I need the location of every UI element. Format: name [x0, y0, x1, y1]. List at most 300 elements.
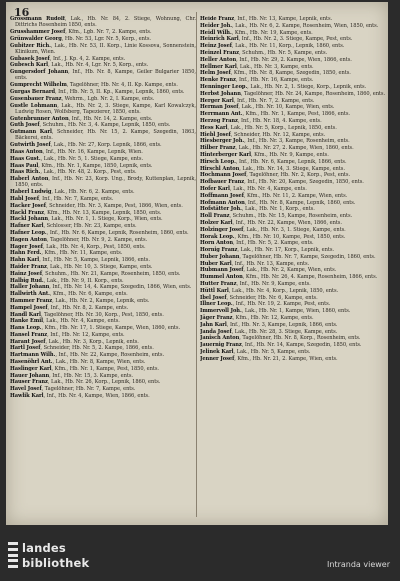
directory-entry: Hahn Karl, Inf., Hb. Nr. 5, Kampe, Lepnik, 1866, ents.: [10, 257, 150, 264]
entry-details: Inf., Hb. Nr. 6, Kampe, Lepnik, 1866, ents.: [238, 158, 347, 165]
directory-entry: Hans Leop., Kfm., Hb. Nr. 17, 1. Stiege, Kampe, Wien, 1860, ents.: [10, 325, 181, 332]
entry-name: Grünwalder Georg: [10, 35, 62, 42]
directory-entry: Henke Franz, Inf., Hb. Nr. 16, Kampe, ents.: [200, 77, 314, 84]
entry-name: Habl Josef: [10, 195, 39, 202]
entry-name: Jelinek Karl: [200, 349, 234, 356]
entry-name: Jäger Franz: [200, 315, 233, 322]
entry-name: Hochmann Josef: [200, 172, 247, 179]
entry-name: Horak Leop.: [200, 233, 235, 240]
entry-details: Inf., Hb. Nr. 16, Kampe, ents.: [239, 77, 314, 84]
viewer-footer: [0, 527, 400, 581]
directory-entry: Grossmann Rudolf, Lak., Hb. Nr. 84, 2. Stiege, Wohnung, Chr. Dittrichs Rosenheim 1850, ents.: [10, 16, 196, 29]
entry-name: Heinzel Franz: [200, 49, 239, 56]
entry-name: Haas Rich.: [10, 169, 41, 176]
entry-details: Lak., Hb. Nr. 5, Korp., Lepnik, 1850, ents.: [230, 124, 337, 131]
entry-name: Henke Franz: [200, 77, 236, 84]
logo-text-line2: bibliothek: [22, 556, 90, 570]
entry-details: Lak., Hb. Nr. 27, 2. Kampe, Wien, 1860, ents.: [238, 145, 354, 152]
entry-name: Illner Leop.: [200, 301, 233, 308]
column-divider: [196, 12, 197, 517]
directory-entry: Gurgas Bernard, Inf., Hb. Nr. 5, II. Kp., Kampe, Lepnik, 1860, ents.: [10, 88, 185, 95]
directory-entry: Hornig Franz, Lak., Hb. Nr. 17, Korp., Lepnik, ents.: [200, 247, 334, 254]
directory-entry: Haslinger Karl, Kfm., Hb. Nr. 1, Kampe, Pest, 1850, ents.: [10, 365, 160, 372]
directory-entry: Hofmann Anton, Inf., Hb. Nr. 8, Kampe, Lepnik, 1860, ents.: [200, 199, 356, 206]
directory-entry: Holzer Karl, Inf., Hb. Nr. 22, Kampe, Wien, 1866, ents.: [200, 219, 342, 226]
entry-name: Hagen Anton: [10, 236, 47, 243]
directory-entry: Horak Leop., Kfm., Hb. Nr. 10, Kampe, Pest, 1850, ents.: [200, 233, 346, 240]
entry-details: Inf., Hb. Nr. 22, Kampe, Wien, 1866, ents.: [235, 219, 342, 226]
entry-name: Hüttl Karl: [200, 287, 229, 294]
directory-entry: Gutenbrunner Anton, Inf., Hb. Nr. 14, 2. Kampe, ents.: [10, 115, 153, 122]
entry-name: Hawlik Karl: [10, 393, 44, 400]
entry-name: Hallwirth Ant.: [10, 291, 50, 298]
entry-details: Schneider, Hb. Nr. 12, Kampe, ents.: [233, 131, 326, 138]
entry-details: Kfm., Hb. Nr. 11, Kampe, ents.: [44, 250, 123, 257]
entry-name: Heller Anton: [200, 56, 237, 63]
directory-entry: Hallwirth Ant., Kfm., Hb. Nr. 6, Kampe, ents.: [10, 291, 128, 298]
entry-details: Wehrm., Lgb. Nr. 2, I. Kampe, ents.: [64, 95, 155, 102]
directory-entry: Gutwirth Josef, Lak., Hb. Nr. 27, Korp. Lepnik, 1866, ents.: [10, 142, 162, 149]
entry-name: Horn Anton: [200, 240, 233, 247]
directory-entry: Herrmann Ant., Kfm., Hb. Nr. 1, Kampe, Pest, 1866, ents.: [200, 111, 350, 118]
directory-entry: Haas Anton, Inf., Hb. Nr. 16, Kampe, Lepnik, Wien.: [10, 148, 143, 155]
library-logo[interactable]: [8, 539, 128, 573]
directory-entry: Haller Johann, Inf., Hb. Nr. 14, 4. Kampe, Szegedin, 1866, Wien, ents.: [10, 284, 192, 291]
entry-details: Inf., Hb. Nr. 8, Kampe, Lepnik, 1860, ents.: [247, 199, 356, 206]
directory-entry: Hafner Leop., Inf., Hb. Nr. 6, Kampe, Lepnik, Rosenheim, 1860, ents.: [10, 229, 189, 236]
directory-entry: Hammer Franz, Lak., Hb. Nr. 2, Kampe, Lepnik, ents.: [10, 297, 150, 304]
directory-entry: Hirschl Anton, Lak., Hb. Nr. 14, 3. Stiege, Kampe, ents.: [200, 165, 345, 172]
entry-details: Lak., Hb. Nr. 4, Kampe, ents.: [46, 318, 120, 325]
entry-details: Inf., Hb. Nr. 7, 2. Kampe, ents.: [236, 97, 315, 104]
entry-name: Hornig Franz: [200, 247, 238, 254]
entry-name: Jahn Karl: [200, 321, 227, 328]
entry-name: Hansel Franz: [10, 331, 48, 338]
directory-entry: Hartmann Wilh., Inf., Hb. Nr. 22, Kampe, Rosenheim, ents.: [10, 352, 165, 359]
entry-name: Grossmann Rudolf: [10, 16, 65, 22]
page-number: 16: [14, 6, 30, 19]
entry-name: Haas Paul: [10, 162, 39, 169]
directory-entry: Gubitzer Rich., Lak., Hb. Nr. 53, II. Korp., Linie Kossova, Sonnenstein, Klinikum, Wien.: [10, 42, 196, 55]
entry-details: Lak., Hb. Nr. 6, 2. Kampe, ents.: [54, 189, 135, 196]
entry-name: Hauer Johann: [10, 372, 50, 379]
entry-name: Hellmer Karl: [200, 63, 237, 70]
entry-name: Haas Anton: [10, 148, 43, 155]
directory-entry: Hirsch Leop., Inf., Hb. Nr. 6, Kampe, Lepnik, 1866, ents.: [200, 158, 347, 165]
entry-name: Gubasek Josef: [10, 55, 50, 62]
entry-name: Hirschl Anton: [200, 165, 240, 172]
document-page: [6, 2, 388, 525]
entry-name: Hager Josef: [10, 243, 43, 250]
entry-details: Tagelöhner, Hb. Nr. 2, Korp., Pest, ents.: [249, 172, 351, 179]
entry-name: Heidl Wilh.: [200, 29, 232, 36]
entry-details: Inf., Hb. Nr. 14, 4. Kampe, Szegedin, 1866, Wien, ents.: [52, 284, 192, 291]
entry-details: Lak., Hb. Nr. 27, Korp. Lepnik, 1866, ents.: [53, 142, 162, 149]
directory-entry: Harant Josef, Lak., Hb. Nr. 3, Korp., Lepnik, ents.: [10, 338, 139, 345]
entry-name: Herrmann Ant.: [200, 111, 243, 118]
entry-name: Gustle Lohmann: [10, 102, 58, 109]
entry-details: Lak., Hb. Nr. 2, 3. Stiege, Kampe, Karl Kowalczyk, Ludwig Rosen, Wolfsberg, Tapezierer, 1850, ents.: [15, 102, 196, 115]
entry-name: Hackl Johann: [10, 216, 49, 223]
logo-bars-icon: [8, 542, 18, 568]
entry-details: Inf., Hb. Nr. 5, 2. Kampe, ents.: [236, 240, 314, 247]
entry-name: Hammer Franz: [10, 297, 53, 304]
directory-entry: Hager Josef, Lak., Hb. Nr. 4, Korp., Pest, 1850, ents.: [10, 243, 146, 250]
entry-name: Herman Josef: [200, 104, 239, 111]
entry-name: Harant Josef: [10, 338, 46, 345]
directory-entry: Heinzel Franz, Schuhm., Hb. Nr. 5, Kampe, ents.: [200, 49, 328, 56]
entry-name: Heinz Josef: [200, 43, 232, 50]
entry-details: Tagelöhner, Hb. Nr. 4, II. Kp. Kampe, ents.: [69, 82, 178, 89]
logo-text-line1: landes: [22, 541, 66, 555]
entry-name: Jauernig Franz: [200, 342, 242, 349]
entry-details: Lak., Hb. Nr. 5, 1. Stiege, Kampe, ents.: [43, 155, 144, 162]
entry-details: Schneider, Hb. Nr. 5, 2. Kampe, 1866, ents.: [43, 345, 154, 352]
directory-entry: Heller Anton, Inf., Hb. Nr. 29, 2. Kampe, Wien, 1866, ents.: [200, 56, 352, 63]
entry-details: Lak., Hb. Nr. 5, Kampe, ents.: [236, 349, 311, 356]
directory-entry: Holzinger Josef, Lak., Hb. Nr. 3, 1. Stiege, Kampe, ents.: [200, 226, 346, 233]
entry-name: Havel Josef: [10, 386, 42, 393]
directory-entry: Havel Josef, Tagelöhner, Hb. Nr. 7, Kampe, ents.: [10, 386, 136, 393]
entry-name: Hacker Josef: [10, 202, 46, 209]
directory-entry: Jahn Karl, Inf., Hb. Nr. 3, Kampe, Lepnik, 1866, ents.: [200, 321, 338, 328]
entry-name: Hartl Josef: [10, 345, 41, 352]
entry-details: Kfm., Hb. Nr. 8, Kampe, Szegedin, 1850, ents.: [233, 70, 351, 77]
entry-details: Lak., Hb. Nr. 53, II. Korp., Linie Kossova, Sonnenstein, Klinikum, Wien.: [15, 42, 196, 55]
directory-entry: Hubmann Josef, Lak., Hb. Nr. 2, Kampe, Wien, ents.: [200, 267, 337, 274]
entry-name: Immervoll Joh.: [200, 308, 242, 315]
entry-details: Inf., Hb. Nr. 14, 2. Kampe, ents.: [71, 115, 153, 122]
directory-entry: Herbst Johann, Tagelöhner, Hb. Nr. 24, Kampe, Rosenheim, 1860, ents.: [200, 90, 386, 97]
entry-details: Lak., Hb. Nr. 84, 2. Stiege, Wohnung, Chr. Dittrichs Rosenheim 1850, ents.: [15, 16, 196, 29]
directory-entry: Jäger Franz, Kfm., Hb. Nr. 12, Kampe, ents.: [200, 315, 314, 322]
entry-name: Hahn Karl: [10, 257, 40, 264]
directory-entry: Hess Karl, Lak., Hb. Nr. 5, Korp., Lepnik, 1850, ents.: [200, 124, 337, 131]
entry-name: Hafner Leop.: [10, 229, 47, 236]
entry-name: Hofmann Anton: [200, 199, 245, 206]
entry-name: Janisch Anton: [200, 335, 240, 342]
entry-details: Lak., Hb. Nr. 4, Korp., Lepnik, 1850, ents.: [231, 287, 339, 294]
entry-name: Holzinger Josef: [200, 226, 244, 233]
entry-details: Tagelöhner, Hb. Nr. 9, 2. Kampe, ents.: [50, 236, 148, 243]
entry-details: Inf., Hb. Nr. 6, Kampe, Lepnik, Rosenheim, 1860, ents.: [49, 229, 189, 236]
entry-details: Inf., Hb. Nr. 29, 2. Kampe, Wien, 1866, ents.: [239, 56, 352, 63]
directory-entry: Hackl Johann, Lak., Hb. Nr. 1, 1. Stiege, Korp., Wien, ents.: [10, 216, 163, 223]
directory-entry: Hofbauer Franz, Inf., Hb. Nr. 20, Kampe, Szegedin, 1850, ents.: [200, 179, 364, 186]
entry-details: Lak., Hb. Nr. 1, Kampe, Wien, 1860, ents.: [244, 308, 351, 315]
entry-name: Heider Joh.: [200, 22, 232, 29]
entry-details: Lak., Hb. Nr. 11, Korp., Lepnik, 1860, ents.: [235, 43, 345, 50]
entry-details: Kfm., Hb. Nr. 6, Kampe, ents.: [53, 291, 128, 298]
entry-details: Kfm., Hb. Nr. 26, 4. Kampe, Rosenheim, 1866, ents.: [245, 274, 378, 281]
left-column: [10, 16, 196, 516]
entry-details: Inf., Hb. Nr. 4, Kampe, Wien, 1866, ents.: [46, 393, 150, 400]
entry-name: Hartmann Wilh.: [10, 352, 56, 359]
entry-name: Gutenbrunner Anton: [10, 115, 69, 122]
entry-details: Tagelöhner, Hb. Nr. 30, Korp., Pest, 1850, ents.: [44, 311, 164, 318]
directory-entry: Herzog Franz, Inf., Hb. Nr. 18, 4. Kampe, ents.: [200, 117, 322, 124]
entry-details: Inf., J. Kp. 4, 2. Kampe, ents.: [52, 55, 126, 62]
right-column: [200, 16, 386, 516]
directory-entry: Heinrich Karl, Inf., Hb. Nr. 2, 3. Stiege, Kampe, Pest, ents.: [200, 36, 353, 43]
directory-entry: Hampel Josef, Inf., Hb. Nr. 8, 2. Kampe, ents.: [10, 304, 129, 311]
directory-entry: Grünwalder Georg, Hb. Nr. 53, Lgr. Nr. 5, Kerp., ents.: [10, 35, 151, 42]
directory-entry: Heide Franz, Inf., Hb. Nr. 13, Kampe, Lepnik, ents.: [200, 16, 333, 22]
entry-details: Kfm., Hb. Nr. 1, Kampe, 1850, Lepnik, ents.: [41, 162, 153, 169]
entry-details: Kfm., Hb. Nr. 17, 1. Stiege, Kampe, Wien, 1860, ents.: [44, 325, 181, 332]
entry-details: Lak., Hb. Nr. 9, II. Korp., ents.: [46, 277, 124, 284]
directory-entry: Ibel Josef, Schneider, Hb. Nr. 6, Kampe, ents.: [200, 294, 318, 301]
directory-entry: Hainz Josef, Schuhm., Hb. Nr. 21, Kampe, Rosenheim, 1850, ents.: [10, 270, 181, 277]
directory-entry: Jauernig Franz, Inf., Hb. Nr. 14, Kampe, Szegedin, 1850, ents.: [200, 342, 362, 349]
entry-name: Haas Gust.: [10, 155, 41, 162]
entry-name: Gurgas Bernard: [10, 88, 56, 95]
entry-name: Henninger Leop.: [200, 83, 248, 90]
entry-details: Schlosser, Hb. Nr. 23, Kampe, ents.: [46, 223, 137, 230]
entry-details: Kfm., Hb. Nr. 19, Kampe, ents.: [234, 29, 313, 36]
entry-name: Gutwirth Josef: [10, 142, 51, 149]
entry-details: Lak., Hb. Nr. 4, Kampe, ents.: [233, 185, 307, 192]
entry-name: Gubitzer Rich.: [10, 42, 51, 49]
directory-entry: Hawlik Karl, Inf., Hb. Nr. 4, Kampe, Wien, 1866, ents.: [10, 393, 150, 400]
entry-details: Inf., Hb. Nr. 3, Kampe, Rosenheim, ents.: [247, 138, 350, 145]
directory-entry: Jenner Josef, Kfm., Hb. Nr. 21, 2. Kampe, Wien, ents.: [200, 355, 338, 362]
entry-name: Hilber Franz: [200, 145, 236, 152]
entry-details: Tagelöhner, Hb. Nr. 7, Kampe, ents.: [44, 386, 136, 393]
directory-entry: Hafner Karl, Schlosser, Hb. Nr. 23, Kampe, ents.: [10, 223, 137, 230]
entry-details: Lak., Hb. Nr. 3, Kampe, ents.: [239, 63, 314, 70]
directory-entry: Hagen Anton, Tagelöhner, Hb. Nr. 9, 2. Kampe, ents.: [10, 236, 148, 243]
entry-details: Lak., Hb. Nr. 3, 1. Stiege, Kampe, ents.: [246, 226, 346, 233]
entry-details: Tagelöhner, Hb. Nr. 8, Korp., Rosenheim, ents.: [242, 335, 361, 342]
directory-entry: Holl Franz, Schuhm., Hb. Nr. 15, Kampe, Rosenheim, ents.: [200, 213, 353, 220]
entry-name: Herger Karl: [200, 97, 234, 104]
directory-entry: Hoffmann Josef, Kfm., Hb. Nr. 11, 2. Kampe, Wien, ents.: [200, 192, 348, 199]
directory-entry: Haas Gust., Lak., Hb. Nr. 5, 1. Stiege, Kampe, ents.: [10, 155, 144, 162]
directory-entry: Halbig Rud., Lak., Hb. Nr. 9, II. Korp., ents.: [10, 277, 124, 284]
directory-entry: Gungersdorf Johann, Inf., Hb. Nr. 8, Kampe, Geiler Bulgarier 1850, ents.: [10, 69, 196, 82]
entry-details: Inf., Hb. Nr. 13, Kampe, Lepnik, ents.: [237, 16, 333, 22]
entry-details: Lak., Hb. Nr. 1, 1. Stiege, Korp., Wien, ents.: [51, 216, 163, 223]
entry-details: Inf., Hb. Nr. 13, Kampe, ents.: [234, 260, 310, 267]
directory-entry: Jelinek Karl, Lak., Hb. Nr. 5, Kampe, ents.: [200, 349, 311, 356]
entry-details: Lak., Hb. Nr. 17, Korp., Lepnik, ents.: [240, 247, 334, 254]
entry-details: Schneider, Hb. Nr. 15, 2. Kampe, Szegedin, 1863, Bäckerei, ents.: [15, 129, 196, 142]
directory-entry: Hasenöhrl Ant., Lak., Hb. Nr. 8, Kampe, Wien, ents.: [10, 359, 146, 366]
directory-entry: Janda Josef, Lak., Hb. Nr. 28, 3. Stiege, Kampe, ents.: [200, 328, 338, 335]
entry-name: Gungersdorf Johann: [10, 69, 69, 76]
entry-details: Lak., Hb. Nr. 28, 3. Stiege, Kampe, ents.: [234, 328, 338, 335]
entry-details: Kfm., Hb. Nr. 11, 2. Kampe, Wien, ents.: [247, 192, 348, 199]
entry-name: Haberl Anton: [10, 176, 49, 183]
directory-entry: Henninger Leop., Lak., Hb. Nr. 2, 1. Stiege, Korp., Lepnik, ents.: [200, 83, 367, 90]
directory-entry: Gustle Lohmann, Lak., Hb. Nr. 2, 3. Stiege, Kampe, Karl Kowalczyk, Ludwig Rosen, Wolfsberg, Tapezierer, 1850, ents.: [10, 102, 196, 115]
entry-name: Gusenbauer Franz: [10, 95, 62, 102]
entry-details: Inf., Hb. Nr. 8, 2. Kampe, ents.: [50, 304, 129, 311]
entry-details: Inf., Hb. Nr. 9, Kampe, ents.: [239, 281, 311, 288]
entry-details: Inf., Hb. Nr. 23, Korp. Ung., Brody, Kuttenplan, Lepnik, 1850, ents.: [15, 176, 196, 189]
entry-details: Lak., Hb. Nr. 26, Korp., Lepnik, 1860, ents.: [51, 379, 161, 386]
entry-details: Schuhm., Hb. Nr. 15, Kampe, Rosenheim, ents.: [232, 213, 353, 220]
entry-name: Hutter Franz: [200, 281, 237, 288]
entry-details: Inf., Hb. Nr. 22, Kampe, Rosenheim, ents.: [58, 352, 165, 359]
entry-details: Kfm., Hb. Nr. 12, Kampe, ents.: [235, 315, 314, 322]
entry-details: Schneider, Hb. Nr. 3, Kampe, Pest, 1866, Wien, ents.: [49, 202, 183, 209]
entry-name: Holzer Karl: [200, 219, 233, 226]
directory-entry: Haberl Ludwig, Lak., Hb. Nr. 6, 2. Kampe, ents.: [10, 189, 135, 196]
entry-name: Haberl Ludwig: [10, 189, 52, 196]
entry-name: Ibel Josef: [200, 294, 227, 301]
directory-entry: Hutter Franz, Inf., Hb. Nr. 9, Kampe, ents.: [200, 281, 311, 288]
entry-details: Schuhm., Hb. Nr. 21, Kampe, Rosenheim, 1850, ents.: [45, 270, 181, 277]
entry-details: Kfm., Hb. Nr. 10, Kampe, Pest, 1850, ents.: [237, 233, 346, 240]
entry-name: Hauser Franz: [10, 379, 48, 386]
directory-entry: Hofer Karl, Lak., Hb. Nr. 4, Kampe, ents.: [200, 185, 307, 192]
entry-details: Lak., Hb. Nr. 6, 2. Kampe, Rosenheim, Wien, 1850, ents.: [235, 22, 379, 29]
directory-entry: Heider Joh., Lak., Hb. Nr. 6, 2. Kampe, Rosenheim, Wien, 1850, ents.: [200, 22, 379, 29]
entry-name: Hummel Anton: [200, 274, 243, 281]
entry-name: Halbig Rud.: [10, 277, 44, 284]
entry-details: Lak., Hb. Nr. 10, 3. Stiege, Kampe, ents.: [49, 263, 153, 270]
entry-name: Hans Leop.: [10, 325, 42, 332]
entry-details: Kfm., Hb. Nr. 13, Kampe, Lepnik, 1850, ents.: [47, 209, 162, 216]
directory-entry: Immervoll Joh., Lak., Hb. Nr. 1, Kampe, Wien, 1860, ents.: [200, 308, 351, 315]
entry-details: Kfm., Lgb. Nr. 7, 2. Kampe, ents.: [68, 29, 152, 35]
directory-entry: Hochmann Josef, Tagelöhner, Hb. Nr. 2, Korp., Pest, ents.: [200, 172, 351, 179]
entry-name: Huber Johann: [200, 253, 240, 260]
entry-details: Inf., Hb. Nr. 18, 4. Kampe, ents.: [241, 117, 322, 124]
entry-details: Lak., Hb. Nr. 1, Korp., ents.: [245, 206, 315, 213]
entry-details: Lak., Hb. Nr. 2, Kampe, Wien, ents.: [246, 267, 337, 274]
entry-name: Holl Franz: [200, 213, 230, 220]
entry-details: Inf., Hb. Nr. 3, Kampe, Lepnik, 1866, ents.: [229, 321, 338, 328]
entry-details: Inf., Hb. Nr. 19, 2. Kampe, Pest, ents.: [235, 301, 331, 308]
entry-details: Inf., Hb. Nr. 5, II. Kp., Kampe, Lepnik, 1860, ents.: [58, 88, 185, 95]
entry-name: Hofer Karl: [200, 185, 230, 192]
directory-entry: Hacker Josef, Schneider, Hb. Nr. 3, Kampe, Pest, 1866, Wien, ents.: [10, 202, 183, 209]
entry-name: Hackl Franz: [10, 209, 45, 216]
entry-details: Lak., Hb. Nr. 14, 3. Stiege, Kampe, ents.: [242, 165, 345, 172]
directory-entry: Illner Leop., Inf., Hb. Nr. 19, 2. Kampe, Pest, ents.: [200, 301, 331, 308]
entry-name: Haider Franz: [10, 263, 47, 270]
directory-entry: Haider Franz, Lak., Hb. Nr. 10, 3. Stiege, Kampe, ents.: [10, 263, 153, 270]
entry-name: Hainz Josef: [10, 270, 42, 277]
entry-details: Lak., Hb. Nr. 10, Kampe, Wien, ents.: [241, 104, 335, 111]
viewer-label[interactable]: Intranda viewer: [327, 560, 390, 569]
entry-details: Lak., Hb. Nr. 2, 1. Stiege, Korp., Lepnik, ents.: [250, 83, 367, 90]
directory-entry: Haberl Anton, Inf., Hb. Nr. 23, Korp. Ung., Brody, Kuttenplan, Lepnik, 1850, ents.: [10, 176, 196, 189]
directory-entry: Hummel Anton, Kfm., Hb. Nr. 26, 4. Kampe, Rosenheim, 1866, ents.: [200, 274, 378, 281]
entry-details: Tagelöhner, Hb. Nr. 24, Kampe, Rosenheim, 1860, ents.: [244, 90, 386, 97]
directory-entry: Hiebl Josef, Schneider, Hb. Nr. 12, Kampe, ents.: [200, 131, 326, 138]
entry-details: Lak., Hb. Nr. 48, 2. Korp., Pest, ents.: [43, 169, 137, 176]
directory-entry: Janisch Anton, Tagelöhner, Hb. Nr. 8, Korp., Rosenheim, ents.: [200, 335, 361, 342]
entry-name: Hoffmann Josef: [200, 192, 244, 199]
directory-entry: Hofstätter Joh., Lak., Hb. Nr. 1, Korp., ents.: [200, 206, 315, 213]
directory-entry: Herman Josef, Lak., Hb. Nr. 10, Kampe, Wien, ents.: [200, 104, 335, 111]
entry-name: Helm Josef: [200, 70, 231, 77]
entry-name: Grusshammer Josef: [10, 29, 66, 35]
entry-name: Hasenöhrl Ant.: [10, 359, 53, 366]
directory-entry: Hilber Franz, Lak., Hb. Nr. 27, 2. Kampe, Wien, 1860, ents.: [200, 145, 354, 152]
directory-entry: Hahn Ferd., Kfm., Hb. Nr. 11, Kampe, ents.: [10, 250, 123, 257]
entry-name: Guth Josef: [10, 122, 40, 129]
entry-name: Hahn Ferd.: [10, 250, 42, 257]
entry-details: Inf., Hb. Nr. 14, Kampe, Szegedin, 1850, ents.: [244, 342, 362, 349]
entry-details: Kfm., Hb. Nr. 1, Kampe, Pest, 1866, ents.: [245, 111, 350, 118]
directory-entry: Hartl Josef, Schneider, Hb. Nr. 5, 2. Kampe, 1866, ents.: [10, 345, 154, 352]
entry-name: Hafner Karl: [10, 223, 44, 230]
entry-details: Kfm., Hb. Nr. 21, 2. Kampe, Wien, ents.: [237, 355, 338, 362]
entry-details: Inf., Hb. Nr. 2, 3. Stiege, Kampe, Pest, ents.: [241, 36, 353, 43]
entry-name: Janda Josef: [200, 328, 232, 335]
entry-name: Hiebl Josef: [200, 131, 231, 138]
directory-entry: Herger Karl, Inf., Hb. Nr. 7, 2. Kampe, ents.: [200, 97, 315, 104]
directory-entry: Handl Karl, Tagelöhner, Hb. Nr. 30, Korp., Pest, 1850, ents.: [10, 311, 164, 318]
directory-entry: Grusshammer Josef, Kfm., Lgb. Nr. 7, 2. Kampe, ents.: [10, 29, 152, 35]
directory-entry: Haas Rich., Lak., Hb. Nr. 48, 2. Korp., Pest, ents.: [10, 169, 137, 176]
entry-name: Heinrich Karl: [200, 36, 239, 43]
entry-details: Inf., Hb. Nr. 5, Kampe, Lepnik, 1866, ents.: [42, 257, 150, 264]
entry-name: Haslinger Karl: [10, 365, 52, 372]
entry-details: Inf., Hb. Nr. 20, Kampe, Szegedin, 1850, ents.: [247, 179, 364, 186]
directory-entry: Hauer Johann, Inf., Hb. Nr. 15, 3. Kampe, ents.: [10, 372, 133, 379]
directory-entry: Hiesberger Joh., Inf., Hb. Nr. 3, Kampe, Rosenheim, ents.: [200, 138, 350, 145]
directory-entry: Huber Karl, Inf., Hb. Nr. 13, Kampe, ents.: [200, 260, 310, 267]
entry-name: Handl Karl: [10, 311, 41, 318]
directory-entry: Guth Josef, Schuhm., Hb. Nr. 3, 4. Kampe, Lepnik, 1850, ents.: [10, 122, 171, 129]
directory-entry: Heidl Wilh., Kfm., Hb. Nr. 19, Kampe, ents.: [200, 29, 313, 36]
entry-name: Haller Johann: [10, 284, 50, 291]
entry-name: Hirsch Leop.: [200, 158, 236, 165]
directory-entry: Gubasek Josef, Inf., J. Kp. 4, 2. Kampe, ents.: [10, 55, 126, 62]
directory-entry: Hellmer Karl, Lak., Hb. Nr. 3, Kampe, ents.: [200, 63, 314, 70]
entry-name: Hess Karl: [200, 124, 228, 131]
entry-details: Inf., Hb. Nr. 15, 3. Kampe, ents.: [52, 372, 133, 379]
entry-name: Heide Franz: [200, 16, 235, 22]
directory-entry: Gutmann Karl, Schneider, Hb. Nr. 15, 2. Kampe, Szegedin, 1863, Bäckerei, ents.: [10, 129, 196, 142]
entry-details: Schuhm., Hb. Nr. 3, 4. Kampe, Lepnik, 1850, ents.: [42, 122, 171, 129]
entry-details: Inf., Hb. Nr. 8, Kampe, Geiler Bulgarier 1850, ents.: [15, 69, 196, 82]
directory-entry: Huber Johann, Tagelöhner, Hb. Nr. 7, Kampe, Szegedin, 1860, ents.: [200, 253, 376, 260]
entry-details: Lak., Hb. Nr. 2, Kampe, Lepnik, ents.: [55, 297, 150, 304]
directory-entry: Haas Paul, Kfm., Hb. Nr. 1, Kampe, 1850, Lepnik, ents.: [10, 162, 153, 169]
directory-entry: Heinz Josef, Lak., Hb. Nr. 11, Korp., Lepnik, 1860, ents.: [200, 43, 345, 50]
entry-name: Jenner Josef: [200, 355, 235, 362]
entry-details: Tagelöhner, Hb. Nr. 7, Kampe, Szegedin, 1860, ents.: [242, 253, 376, 260]
entry-details: Inf., Hb. Nr. 7, Kampe, ents.: [42, 195, 114, 202]
entry-details: Kfm., Hb. Nr. 9, Kampe, ents.: [254, 151, 329, 158]
entry-details: Lak., Hb. Nr. 4, Lgr. Nr. 5, Korp., ents.: [51, 62, 149, 69]
entry-details: Inf., Hb. Nr. 12, Kampe, ents.: [50, 331, 125, 338]
directory-entry: Hauser Franz, Lak., Hb. Nr. 26, Korp., Lepnik, 1860, ents.: [10, 379, 161, 386]
entry-details: Inf., Hb. Nr. 16, Kampe, Lepnik, Wien.: [45, 148, 143, 155]
entry-details: Lak., Hb. Nr. 4, Korp., Pest, 1850, ents.: [46, 243, 146, 250]
entry-name: Herzog Franz: [200, 117, 238, 124]
directory-entry: Habl Josef, Inf., Hb. Nr. 7, Kampe, ents.: [10, 195, 114, 202]
entry-details: Lak., Hb. Nr. 8, Kampe, Wien, ents.: [55, 359, 146, 366]
entry-name: Hampel Josef: [10, 304, 48, 311]
directory-entry: Gusenbauer Franz, Wehrm., Lgb. Nr. 2, I. Kampe, ents.: [10, 95, 155, 102]
directory-entry: Hansel Franz, Inf., Hb. Nr. 12, Kampe, ents.: [10, 331, 125, 338]
entry-name: Huber Karl: [200, 260, 232, 267]
directory-entry: Horn Anton, Inf., Hb. Nr. 5, 2. Kampe, ents.: [200, 240, 314, 247]
directory-entry: Hüttl Karl, Lak., Hb. Nr. 4, Korp., Lepnik, 1850, ents.: [200, 287, 339, 294]
entry-name: Gumprecht Wilhelm: [10, 82, 67, 89]
entry-name: Hinterberger Karl: [200, 151, 251, 158]
entry-name: Gutmann Karl: [10, 129, 52, 136]
entry-name: Gubesch Karl: [10, 62, 49, 69]
